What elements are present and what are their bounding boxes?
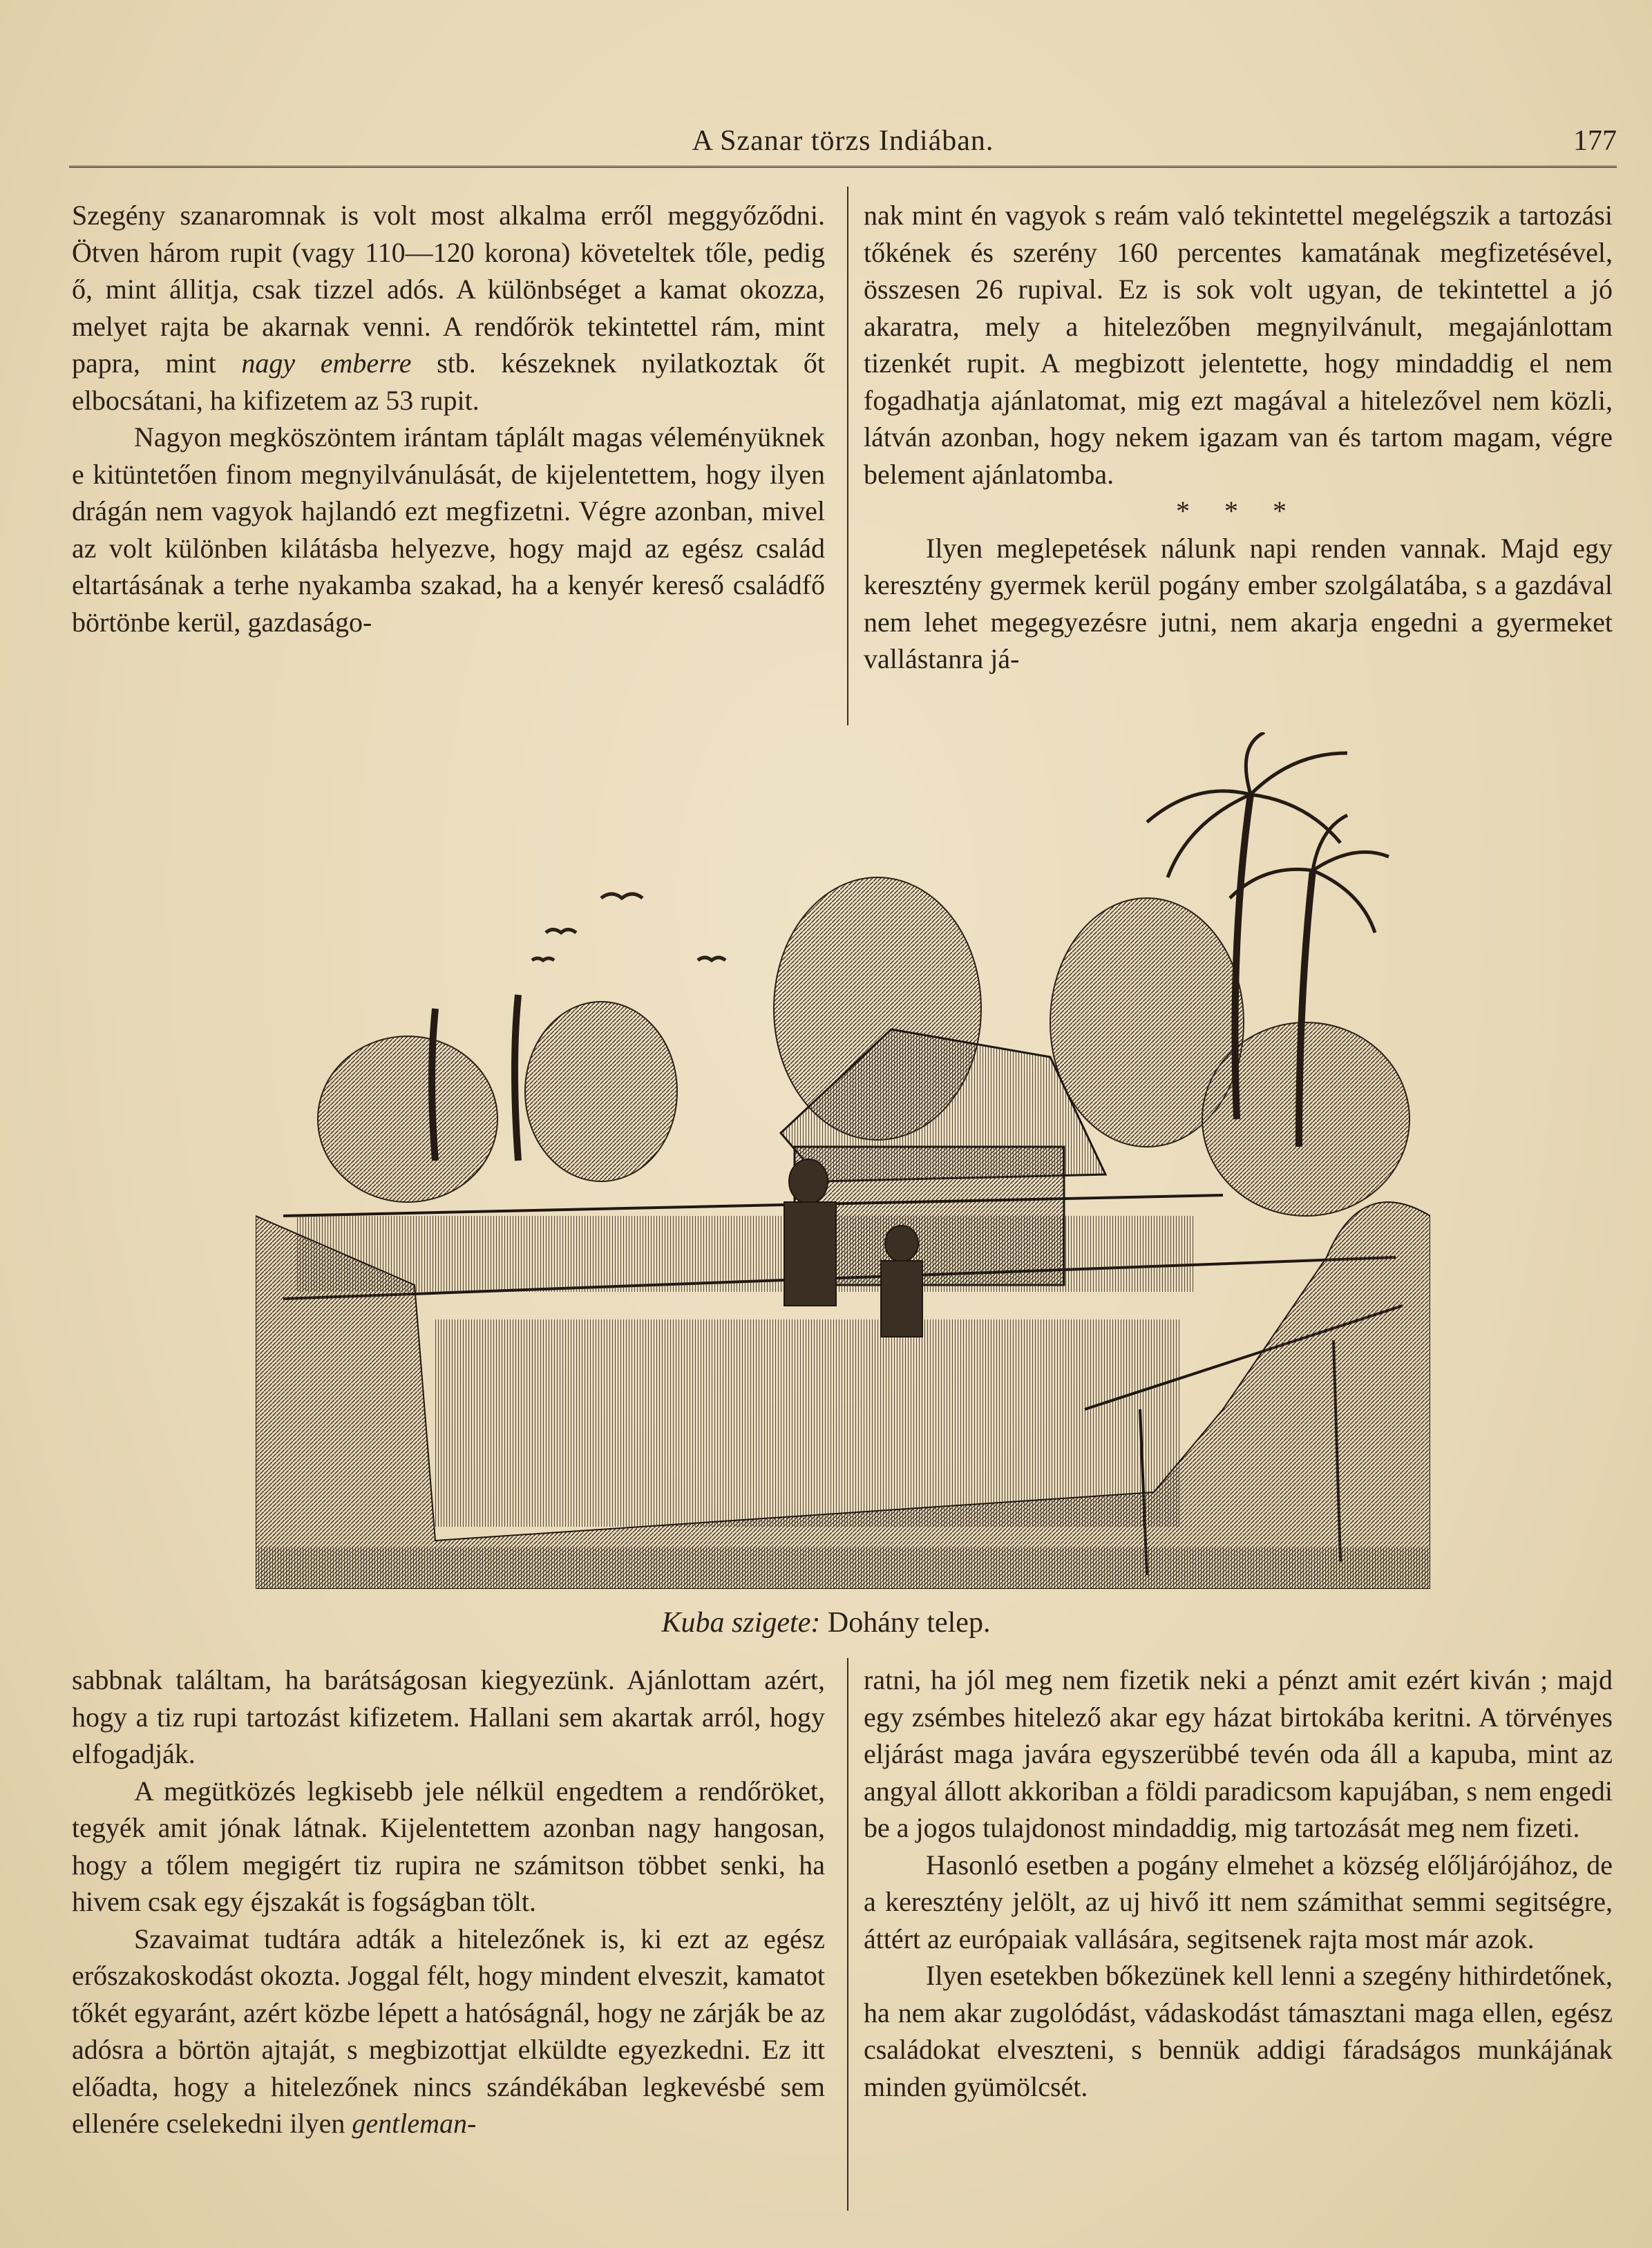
paragraph: Ilyen esetekben bőkezünek kell lenni a szegény hithirdetőnek, ha nem akar zugolódást, vádaskodást támasztani maga ellen, egész családokat elveszteni, s bennük addigi fáradságos munkájának minden gyümölcsét. (864, 1960, 1613, 2102)
paragraph: Szegény szanaromnak is volt most alkalma erről meggyőződni. Ötven három rupit (vagy 110—120 korona) követeltek tőle, pedig ő, mint állitja, csak tizzel adós. A különbséget a kamat okozza, melyet rajta be akarnak venni. A rendőrök tekintettel rám, mint papra, mint nagy emberre stb. készeknek nyilatkoztak őt elbocsátani, ha kifizetem az 53 rupit. (72, 200, 826, 416)
italic-text: nagy emberre (241, 347, 412, 379)
lower-left-column (72, 1661, 825, 2142)
running-header (69, 124, 1617, 163)
paragraph: ratni, ha jól meg nem fizetik neki a pénzt amit ezért kiván ; majd egy zsémbes hitelező akar egy házat birtokába keritni. A törvényes eljárást maga javára egyszerübbé tevén oda áll a kapuba, mint az angyal állott akkoriban a földi paradicsom kapujában, s nem engedi be a jogos tulajdonost mindaddig, mig tartozását meg nem fizeti. (864, 1664, 1613, 1843)
caption-text: Dohány telep. (820, 1607, 991, 1639)
section-break-stars: * * * (1176, 495, 1300, 526)
engraving-illustration (256, 732, 1430, 1589)
figure-caption (0, 1606, 1652, 1639)
paragraph: Szavaimat tudtára adták a hitelezőnek is, ki ezt az egész erőszakoskodást okozta. Joggal félt, hogy mindent elveszit, kamatot tőkét egyaránt, azért közbe lépett a hatóságnál, hogy ne zárják be az adósra a börtön ajtaját, s megbizottjat elküldte egyezkedni. Ez itt előadta, hogy a hitelezőnek nincs szándékában legkevésbé sem ellenére cselekedni ilyen gentleman- (72, 1923, 825, 2139)
paragraph: Hasonló esetben a pogány elmehet a község előljárójához, de a keresztény jelölt, az uj hivő itt nem számithat semmi segitségre, áttért az európaiak vallására, segitsenek rajta most már azok. (864, 1849, 1613, 1954)
paragraph: A megütközés legkisebb jele nélkül engedtem a rendőröket, tegyék amit jónak látnak. Kijelentettem azonban nagy hangosan, hogy a tőlem megigért tiz rupira ne számitson többet senki, ha hivem csak egy éjszakát is fogságban tölt. (72, 1775, 825, 1917)
paragraph: Nagyon megköszöntem irántam táplált magas véleményüknek e kitüntetően finom megnyilvánulását, de kijelentettem, hogy ilyen drágán nem vagyok hajlandó ezt megfizetni. Végre azonban, mivel az volt különben kilátásba helyezve, hogy majd az egész család eltartásának a terhe nyakamba szakad, ha a kenyér kereső családfő börtönbe kerül, gazdaságo- (72, 421, 825, 638)
italic-text: gentleman- (352, 2108, 477, 2139)
lower-right-column (864, 1661, 1613, 2105)
running-title: A Szanar törzs Indiában. (692, 125, 994, 157)
birds (532, 894, 725, 960)
upper-left-column (72, 197, 825, 640)
upper-right-column (864, 197, 1613, 678)
page-number: 177 (1573, 125, 1617, 157)
caption-place: Kuba szigete: (661, 1607, 821, 1639)
column-divider (847, 187, 848, 725)
paragraph: nak mint én vagyok s reám való tekintettel megelégszik a tartozási tőkének és szerény 160 percentes kamatának megfizetésével, összesen 26 rupival. Ez is sok volt ugyan, de tekintettel a jó akaratra, mely a hitelezőben megnyilvánult, megajánlottam tizenkét rupit. A megbizott jelentette, hogy mindaddig el nem fogadhatja ajánlatomat, mig ezt magával a hitelezővel nem közli, látván azonban, hogy nekem igazam van és tartom magam, végre belement ajánlatomba. (864, 200, 1613, 490)
column-divider (847, 1658, 848, 2211)
paragraph: sabbnak találtam, ha barátságosan kiegyezünk. Ajánlottam azért, hogy a tiz rupi tartozást kifizetem. Hallani sem akartak arról, hogy elfogadják. (72, 1664, 825, 1769)
header-rule (69, 166, 1617, 168)
paragraph: Ilyen meglepetések nálunk napi renden vannak. Majd egy keresztény gyermek kerül pogány ember szolgálatába, s a gazdával nem lehet megegyezésre jutni, nem akarja engedni a gyermeket vallástanra já- (864, 532, 1613, 674)
